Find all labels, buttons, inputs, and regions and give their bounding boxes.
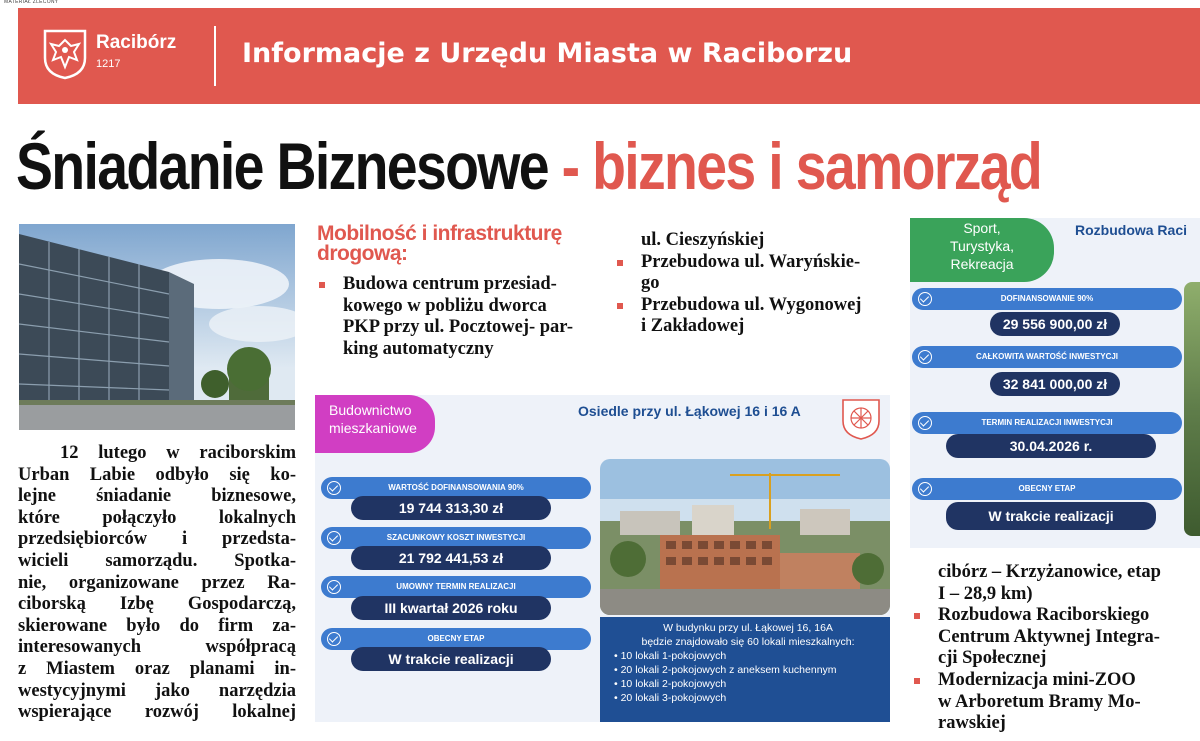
- deadline-value: III kwartał 2026 roku: [351, 596, 551, 620]
- desc-line: W budynku przy ul. Łąkowej 16, 16A: [663, 622, 833, 634]
- brand-year: 1217: [96, 58, 121, 70]
- pill-label: OBECNY ETAP: [1018, 484, 1076, 493]
- sport-badge: [910, 218, 1054, 282]
- deadline-pill: [321, 576, 591, 598]
- stage-value: W trakcie realizacji: [351, 647, 551, 671]
- pill-label: TERMIN REALIZACJI INWESTYCJI: [981, 418, 1113, 427]
- desc-list-item: • 10 lokali 1-pokojowych: [614, 650, 727, 662]
- intro-line: Urban Labie odbyło się ko-: [18, 464, 296, 485]
- list-item-cont: PKP przy ul. Pocztowej- par-: [343, 317, 573, 338]
- sport-title: Rozbudowa Raci: [1075, 222, 1188, 238]
- list-item-cont: king automatyczny: [343, 338, 494, 359]
- housing-title: Osiedle przy ul. Łąkowej 16 i 16 A: [578, 403, 801, 419]
- apartments-description: [600, 617, 890, 722]
- banner-divider: [214, 26, 216, 86]
- sport-total-pill: [912, 346, 1182, 368]
- intro-line: wspierające rozwój lokalnej: [18, 702, 296, 723]
- housing-infographic: [315, 395, 890, 722]
- funding-value: 19 744 313,30 zł: [351, 496, 551, 520]
- intro-line: 12 lutego w raciborskim: [60, 443, 296, 463]
- list-item: Przebudowa ul. Wygonowej: [615, 295, 861, 317]
- pill-label: SZACUNKOWY KOSZT INWESTYCJI: [386, 533, 526, 542]
- list-item: Rozbudowa Raciborskiego: [912, 605, 1161, 627]
- header-banner: [18, 8, 1200, 104]
- intro-line: wicieli samorządu. Spotka-: [18, 550, 296, 571]
- pill-label: CAŁKOWITA WARTOŚĆ INWESTYCJI: [975, 352, 1119, 361]
- sport-deadline-value: 30.04.2026 r.: [946, 434, 1156, 458]
- housing-badge: [315, 395, 435, 453]
- check-icon: [327, 481, 341, 495]
- headline-sub: - biznes i samorząd: [547, 129, 1042, 203]
- sport-funding-pill: [912, 288, 1182, 310]
- badge-line: Sport,: [963, 220, 1001, 236]
- sport-list: [912, 562, 1161, 735]
- pill-label: WARTOŚĆ DOFINANSOWANIA 90%: [388, 483, 524, 492]
- list-item-cont: w Arboretum Bramy Mo-: [938, 691, 1141, 712]
- check-icon: [918, 350, 932, 364]
- mobility-list: [317, 274, 573, 360]
- sport-photo: [1184, 282, 1200, 536]
- check-icon: [918, 482, 932, 496]
- construction-photo: [600, 459, 890, 615]
- list-item-cont: kowego w pobliżu dworca: [343, 295, 547, 316]
- banner-title: Informacje z Urzędu Miasta w Raciborzu: [242, 38, 853, 69]
- pill-label: OBECNY ETAP: [427, 634, 485, 643]
- badge-line: Turystyka,: [949, 238, 1015, 254]
- heading-line: Mobilność i infrastrukturę: [317, 222, 562, 245]
- sport-deadline-pill: [912, 412, 1182, 434]
- badge-line: mieszkaniowe: [329, 420, 417, 436]
- intro-line: interesowanych współpracą: [18, 637, 296, 658]
- desc-line: będzie znajdowało się 60 lokali mieszkalnych:: [641, 636, 855, 648]
- raciborz-eagle-icon: [42, 28, 88, 80]
- list-item-cont: go: [641, 273, 660, 294]
- urban-lab-photo: [19, 224, 295, 430]
- headline-main: Śniadanie Biznesowe: [16, 129, 548, 203]
- intro-line: skierowane było do firm za-: [18, 615, 296, 636]
- sport-funding-value: 29 556 900,00 zł: [990, 312, 1120, 336]
- brand-name: Racibórz: [96, 32, 177, 53]
- desc-list-item: • 20 lokali 3-pokojowych: [614, 692, 727, 704]
- list-item: Budowa centrum przesiad-: [317, 274, 573, 296]
- desc-list-item: • 20 lokali 2-pokojowych z aneksem kuchennym: [614, 664, 837, 676]
- intro-line: z Miastem oraz planami in-: [18, 658, 296, 679]
- intro-line: westycyjnymi jako narzędzia: [18, 680, 296, 701]
- brand-block: [96, 32, 176, 70]
- sport-total-value: 32 841 000,00 zł: [990, 372, 1120, 396]
- section-label: MATERIAŁ ZLECONY: [4, 0, 59, 5]
- list-item: Przebudowa ul. Waryńskie-: [615, 252, 861, 274]
- list-item-cont: ul. Cieszyńskiej: [641, 230, 765, 250]
- sport-infographic: [910, 218, 1200, 548]
- desc-list-item: • 10 lokali 2-pokojowych: [614, 678, 727, 690]
- list-item-cont: rawskiej: [938, 713, 1006, 734]
- intro-line: nie, organizowane przez Ra-: [18, 572, 296, 593]
- badge-line: Budownictwo: [329, 402, 412, 418]
- check-icon: [327, 580, 341, 594]
- check-icon: [918, 292, 932, 306]
- roads-list: [615, 230, 861, 338]
- list-item: Modernizacja mini-ZOO: [912, 670, 1161, 692]
- list-item-cont: cji Społecznej: [938, 648, 1047, 669]
- sport-stage-pill: [912, 478, 1182, 500]
- sport-stage-value: W trakcie realizacji: [946, 502, 1156, 530]
- list-item-cont: i Zakładowej: [641, 316, 745, 337]
- check-icon: [327, 632, 341, 646]
- pill-label: DOFINANSOWANIE 90%: [1000, 294, 1094, 303]
- article-headline: [16, 128, 1041, 204]
- cost-value: 21 792 441,53 zł: [351, 546, 551, 570]
- list-item-cont: cibórz – Krzyżanowice, etap: [938, 562, 1161, 582]
- intro-line: które połączyło lokalnych: [18, 507, 296, 528]
- pill-label: UMOWNY TERMIN REALIZACJI: [396, 582, 516, 591]
- list-item-cont: Centrum Aktywnej Integra-: [938, 626, 1160, 647]
- intro-line: lejne śniadanie biznesowe,: [18, 486, 296, 507]
- intro-line: ciborską Izbę Gospodarczą,: [18, 594, 296, 615]
- city-emblem-icon: [839, 397, 883, 441]
- check-icon: [327, 531, 341, 545]
- heading-line: drogową:: [317, 242, 408, 265]
- badge-line: Rekreacja: [950, 256, 1014, 272]
- check-icon: [918, 416, 932, 430]
- section-heading-mobility: [317, 224, 617, 264]
- intro-line: przedsiębiorców i przedsta-: [18, 529, 296, 550]
- list-item-cont: I – 28,9 km): [938, 583, 1033, 604]
- article-intro: [18, 443, 296, 724]
